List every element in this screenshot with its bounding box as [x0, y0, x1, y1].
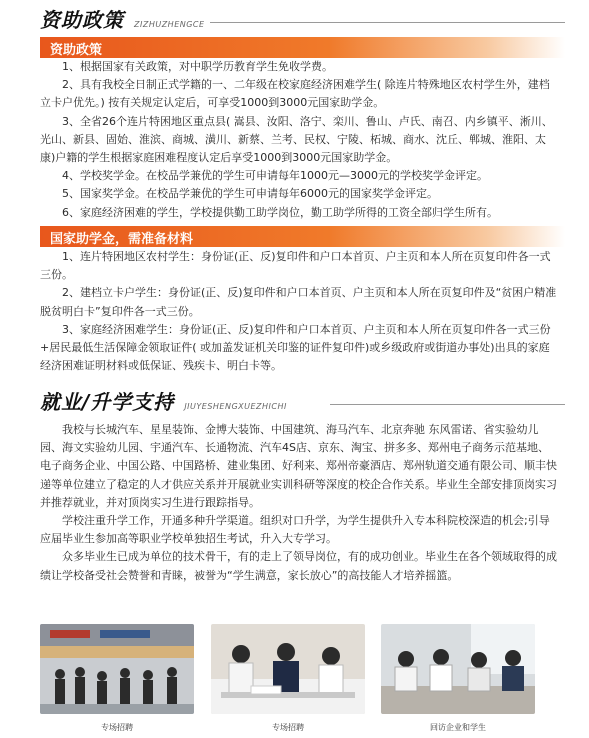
- paragraph: 众多毕业生已成为单位的技术骨干，有的走上了领导岗位，有的成功创业。毕业生在各个领域取得的成绩让学校备受社会赞誉和青睐，被誉为“学生满意，家长放心”的高技能人才培养摇篮。: [40, 550, 557, 582]
- paragraph: 我校与长城汽车、星星装饰、金博大装饰、中国建筑、海马汽车、北京奔驰 东风雷诺、省实验幼儿园、海文实验幼儿园、宇通汽车、长通物流、汽车4S店、京东、淘宝、拼多多、郑州电子商务示范基地、电子商务企业、中国公路、中国路桥、建业集团、好利来、郑州帝豪酒店、郑州轨道交通有限公司、顺丰快递等单位建立了稳定的人才供应关系并开展就业实训科研等深度的校企合作关系。毕业生全部安排顶岗实习并推荐就业，并对顶岗实习生进行跟踪指导。: [40, 423, 557, 509]
- header-divider: [330, 404, 565, 405]
- header-divider: [210, 22, 565, 23]
- list-item: 2、建档立卡户学生：身份证(正、反)复印件和户口本首页、户主页和本人所在页复印件及“贫困户精准脱贫明白卡”复印件各一式三份。: [40, 286, 557, 318]
- subsection-label: 资助政策: [50, 43, 103, 58]
- list-item: 6、家庭经济困难的学生，学校提供勤工助学岗位，勤工助学所得的工资全部归学生所有。: [62, 205, 498, 219]
- photo-recruitment-fair-1: [40, 624, 194, 714]
- materials-list: [40, 248, 558, 375]
- list-item: 5、国家奖学金。在校品学兼优的学生可申请每年6000元的国家奖学金评定。: [62, 187, 438, 201]
- funding-policy-list: [40, 58, 558, 222]
- photo-caption: 专场招聘: [101, 723, 133, 732]
- list-item: 1、连片特困地区农村学生：身份证(正、反)复印件和户口本首页、户主页和本人所在页复印件各一式三份。: [40, 250, 551, 282]
- paragraph: 学校注重升学工作，开通多种升学渠道。组织对口升学，为学生提供升入专本科院校深造的机会;引导应届毕业生参加高等职业学校单独招生考试，升入大专学习。: [40, 514, 550, 546]
- section-header-employment: [40, 386, 287, 415]
- subsection-label: 国家助学金，需准备材料: [50, 232, 194, 247]
- photo-visit-enterprise: [381, 624, 535, 714]
- subsection-bar-materials: [40, 226, 565, 247]
- list-item: 4、学校奖学金。在校品学兼优的学生可申请每年1000元—3000元的学校奖学金评定。: [62, 169, 488, 183]
- employment-paragraphs: [40, 421, 558, 585]
- section-pinyin: JIUYESHENGXUEZHICHI: [184, 402, 287, 411]
- photo-caption: 回访企业和学生: [430, 723, 486, 732]
- list-item: 3、家庭经济困难学生：身份证(正、反)复印件和户口本首页、户主页和本人所在页复印件各一式三份+居民最低生活保障金领取证件( 或加盖发证机关印鉴的证件复印件)或乡级政府或街道办事处)出具的家庭经济困难证明材料或低保证、残疾卡、明白卡等。: [40, 322, 551, 373]
- list-item: 1、根据国家有关政策，对中职学历教育学生免收学费。: [62, 60, 333, 73]
- list-item: 2、具有我校全日制正式学籍的一、二年级在校家庭经济困难学生( 除连片特殊地区农村学生外，建档立卡户优先。) 按有关规定认定后，可享受1000到3000元国家助学金。: [40, 78, 550, 110]
- section-title: 就业/升学支持: [40, 390, 175, 414]
- section-header-funding: [40, 4, 205, 33]
- photo-caption: 专场招聘: [272, 723, 304, 732]
- section-pinyin: ZIZHUZHENGCE: [134, 20, 205, 29]
- list-item: 3、全省26个连片特困地区重点县( 嵩县、汝阳、洛宁、栾川、鲁山、卢氏、南召、内乡镇平、淅川、光山、新县、固始、淮滨、商城、潢川、新蔡、兰考、民权、宁陵、柘城、商水、沈丘、郸城、淮阳、太康)户籍的学生根据家庭困难程度认定后享受1000到3000元国家助学金。: [40, 114, 553, 165]
- section-title: 资助政策: [40, 8, 124, 32]
- subsection-bar-funding: [40, 37, 565, 58]
- photo-recruitment-fair-2: [211, 624, 365, 714]
